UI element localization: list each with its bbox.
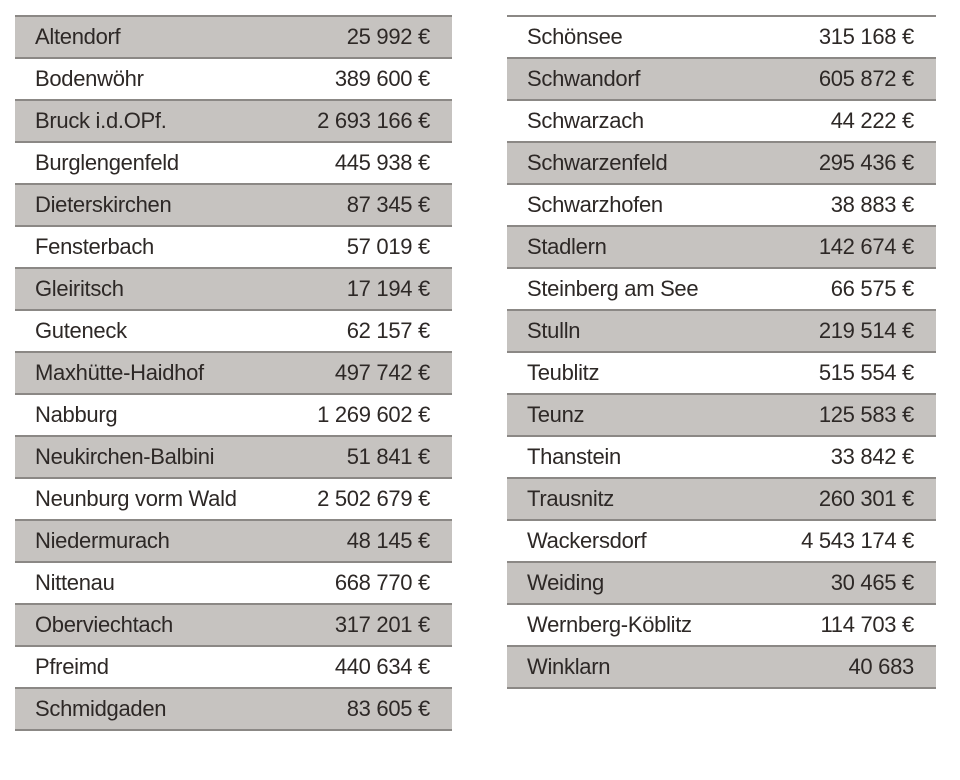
municipality-amount: 445 938 €: [334, 150, 430, 175]
municipality-amount: 62 157 €: [346, 318, 430, 343]
municipality-amount: 30 465 €: [830, 570, 914, 595]
municipality-name: Oberviechtach: [35, 612, 173, 637]
municipality-amount: 2 693 166 €: [317, 108, 430, 133]
table-row: [15, 563, 452, 605]
municipality-amount: 295 436 €: [818, 150, 914, 175]
municipality-name: Niedermurach: [35, 528, 170, 553]
table-row: [15, 647, 452, 689]
table-row: [15, 479, 452, 521]
municipality-name: Maxhütte-Haidhof: [35, 360, 204, 385]
municipality-amount: 33 842 €: [830, 444, 914, 469]
municipality-amount: 66 575 €: [830, 276, 914, 301]
table-row: [15, 185, 452, 227]
table-row: [507, 17, 936, 59]
municipality-amount: 44 222 €: [830, 108, 914, 133]
municipality-amount: 4 543 174 €: [801, 528, 914, 553]
municipality-amount: 48 145 €: [346, 528, 430, 553]
table-row: [15, 59, 452, 101]
table-row: [507, 353, 936, 395]
table-row: [15, 227, 452, 269]
municipality-name: Neunburg vorm Wald: [35, 486, 237, 511]
table-row: [507, 479, 936, 521]
table-row: [507, 437, 936, 479]
table-row: [15, 17, 452, 59]
municipality-name: Steinberg am See: [527, 276, 699, 301]
municipality-amount: 515 554 €: [818, 360, 914, 385]
municipality-amount: 317 201 €: [334, 612, 430, 637]
municipality-name: Gleiritsch: [35, 276, 124, 301]
table-row: [15, 269, 452, 311]
municipality-amount: 17 194 €: [346, 276, 430, 301]
municipality-name: Bruck i.d.OPf.: [35, 108, 167, 133]
table-row: [507, 311, 936, 353]
municipality-amount: 219 514 €: [818, 318, 914, 343]
municipality-name: Schwarzhofen: [527, 192, 663, 217]
table-row: [507, 143, 936, 185]
table-row: [507, 647, 936, 689]
municipality-amount: 142 674 €: [818, 234, 914, 259]
table-row: [507, 269, 936, 311]
municipality-amount: 497 742 €: [334, 360, 430, 385]
table-row: [15, 101, 452, 143]
municipality-name: Trausnitz: [527, 486, 614, 511]
municipality-name: Stulln: [527, 318, 581, 343]
table-row: [507, 563, 936, 605]
municipality-name: Nittenau: [35, 570, 115, 595]
municipality-name: Wernberg-Köblitz: [527, 612, 692, 637]
table-row: [15, 521, 452, 563]
table-row: [507, 605, 936, 647]
municipality-amount: 389 600 €: [334, 66, 430, 91]
table-row: [507, 227, 936, 269]
municipality-amount: 440 634 €: [334, 654, 430, 679]
table-row: [507, 59, 936, 101]
municipality-name: Thanstein: [527, 444, 621, 469]
municipality-name: Weiding: [527, 570, 604, 595]
municipality-name: Pfreimd: [35, 654, 109, 679]
municipality-name: Schwandorf: [527, 66, 641, 91]
table-row: [15, 605, 452, 647]
municipality-name: Schwarzach: [527, 108, 644, 133]
municipality-amount: 57 019 €: [346, 234, 430, 259]
municipality-name: Nabburg: [35, 402, 118, 427]
municipality-amount: 260 301 €: [818, 486, 914, 511]
municipality-name: Stadlern: [527, 234, 607, 259]
table-row: [15, 143, 452, 185]
municipality-amount: 2 502 679 €: [317, 486, 430, 511]
table-row: [15, 395, 452, 437]
table-row: [507, 395, 936, 437]
municipality-name: Bodenwöhr: [35, 66, 144, 91]
municipality-name: Fensterbach: [35, 234, 154, 259]
table-row: [507, 185, 936, 227]
municipality-amount: 125 583 €: [818, 402, 914, 427]
municipality-amount: 315 168 €: [818, 24, 914, 49]
municipality-table-left: [15, 15, 452, 731]
table-row: [15, 437, 452, 479]
municipality-amount: 1 269 602 €: [317, 402, 430, 427]
municipality-name: Teublitz: [527, 360, 600, 385]
municipality-name: Wackersdorf: [527, 528, 647, 553]
municipality-amount: 40 683: [848, 654, 914, 679]
municipality-name: Winklarn: [527, 654, 611, 679]
municipality-amount: 25 992 €: [346, 24, 430, 49]
table-row: [15, 353, 452, 395]
table-row: [507, 101, 936, 143]
municipality-amount: 114 703 €: [820, 612, 914, 637]
municipality-amount: 83 605 €: [346, 696, 430, 721]
municipality-name: Schönsee: [527, 24, 623, 49]
municipality-name: Neukirchen-Balbini: [35, 444, 215, 469]
municipality-name: Teunz: [527, 402, 585, 427]
municipality-name: Dieterskirchen: [35, 192, 172, 217]
table-row: [507, 521, 936, 563]
municipality-amount: 38 883 €: [830, 192, 914, 217]
table-row: [15, 689, 452, 731]
municipality-amount: 605 872 €: [818, 66, 914, 91]
table-row: [15, 311, 452, 353]
municipality-table-right: [507, 15, 936, 689]
municipality-name: Altendorf: [35, 24, 121, 49]
municipality-amount: 668 770 €: [334, 570, 430, 595]
municipality-amount: 87 345 €: [346, 192, 430, 217]
municipality-name: Guteneck: [35, 318, 127, 343]
municipality-name: Burglengenfeld: [35, 150, 179, 175]
municipality-amount: 51 841 €: [346, 444, 430, 469]
municipality-name: Schwarzenfeld: [527, 150, 668, 175]
municipality-name: Schmidgaden: [35, 696, 167, 721]
